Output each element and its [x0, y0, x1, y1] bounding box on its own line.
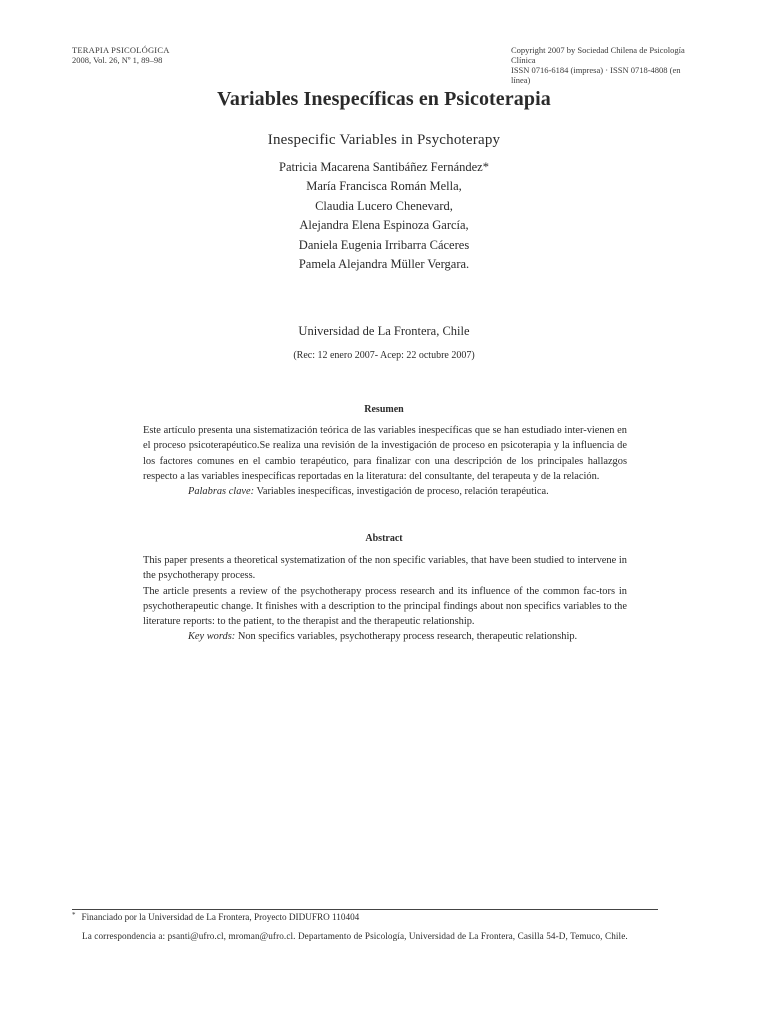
keywords-label: Palabras clave: — [188, 486, 255, 498]
funding-footnote — [72, 912, 359, 922]
author-list — [0, 158, 768, 274]
paper-subtitle: Inespecific Variables in Psychoterapy — [267, 132, 501, 148]
journal-volume: 2008, Vol. 26, Nº 1, 89–98 — [72, 55, 163, 65]
funding-text: Financiado por la Universidad de La Frontera, Proyecto DIDUFRO 110404 — [81, 912, 360, 922]
keywords-text: Non specifics variables, psychotherapy process research, therapeutic relationship. — [235, 631, 578, 643]
author-name: Claudia Lucero Chenevard, — [315, 198, 453, 213]
abstract-paragraph: This paper presents a theoretical systematization of the non specific variables, that have been studied to intervene in the psychotherapy process. — [143, 555, 627, 582]
received-accepted-dates: (Rec: 12 enero 2007- Acep: 22 octubre 2007) — [293, 350, 475, 361]
journal-name: TERAPIA PSICOLÓGICA — [72, 45, 170, 55]
author-name: Alejandra Elena Espinoza García, — [299, 218, 469, 233]
affiliation: Universidad de La Frontera, Chile — [298, 324, 470, 338]
resumen-section — [143, 423, 627, 499]
correspondence-footnote: La correspondencia a: psanti@ufro.cl, mroman@ufro.cl. Departamento de Psicología, Universidad de La Frontera, Casilla 54-D, Temuco, Chile. — [82, 931, 628, 941]
keywords-text: Variables inespecíficas, investigación de proceso, relación terapéutica. — [254, 486, 549, 498]
resumen-heading: Resumen — [364, 404, 404, 415]
resumen-keywords — [143, 484, 627, 499]
journal-header — [72, 45, 170, 65]
author-name: Pamela Alejandra Müller Vergara. — [298, 257, 470, 272]
author-name: María Francisca Román Mella, — [306, 179, 462, 194]
copyright-line: Copyright 2007 by Sociedad Chilena de Psicología Clínica — [511, 45, 685, 65]
paper-title: Variables Inespecíficas en Psicoterapia — [217, 88, 551, 110]
abstract-heading: Abstract — [365, 533, 403, 544]
abstract-keywords — [143, 629, 627, 644]
issn-line: ISSN 0716-6184 (impresa) · ISSN 0718-4808 (en línea) — [511, 65, 681, 85]
keywords-label: Key words: — [188, 631, 236, 643]
abstract-section — [143, 553, 627, 645]
copyright-header — [511, 45, 696, 85]
abstract-paragraph: The article presents a review of the psychotherapy process research and its influence of the common fac-tors in psychotherapeutic change. It finishes with a description to the principal findings about non specifics variables to the literature reports: to the patient, to the therapist and the therapeutic relationship. — [143, 585, 627, 628]
resumen-body: Este artículo presenta una sistematización teórica de las variables inespecíficas que se han estudiado inter-vienen en el proceso psicoterapéutico.Se realiza una revisión de la investigación de proceso en psicoterapia y la influencia de los factores comunes en el cambio terapéutico, para finalizar con una descripción de los principales hallazgos respecto a las variables inespecíficas reportadas en la literatura: del consultante, del terapeuta y de la relación. — [143, 425, 627, 482]
author-name: Daniela Eugenia Irribarra Cáceres — [298, 237, 470, 252]
footnote-divider — [72, 909, 658, 910]
author-name: Patricia Macarena Santibáñez Fernández* — [279, 160, 489, 174]
footnote-mark: * — [72, 911, 76, 919]
